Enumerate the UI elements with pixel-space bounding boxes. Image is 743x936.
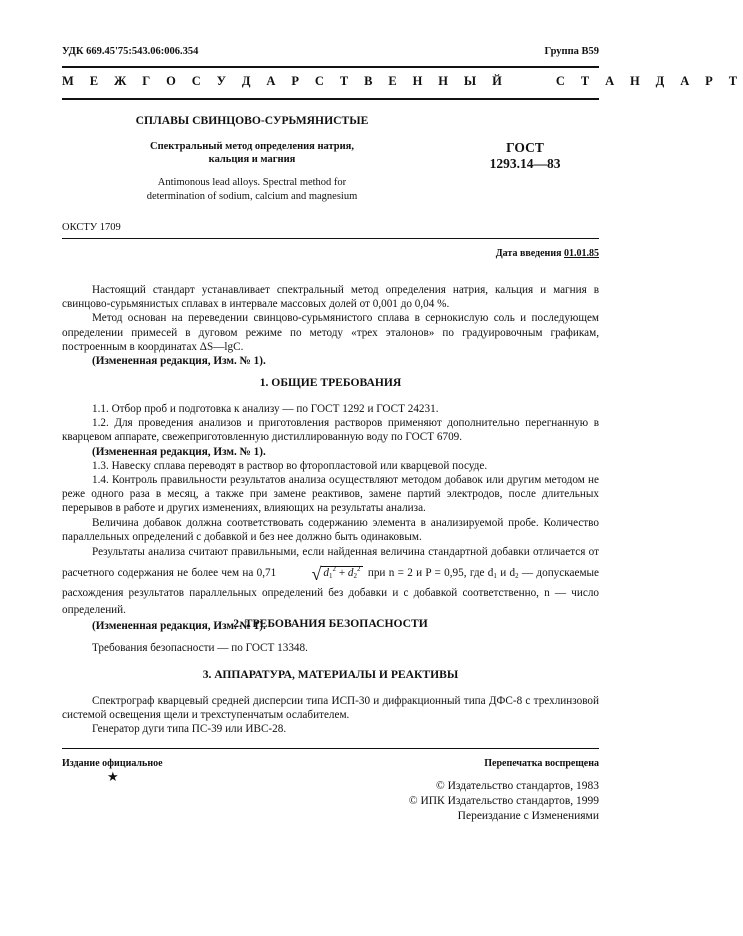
udk-code: УДК 669.45'75:543.06:006.354 bbox=[62, 46, 199, 57]
section-1-body bbox=[62, 402, 599, 633]
english-title bbox=[62, 176, 442, 203]
clause-1-2-amendment-note: (Измененная редакция, Изм. № 1). bbox=[92, 445, 266, 458]
clause-1-4-amendment-note: (Измененная редакция, Изм. № 1). bbox=[92, 620, 266, 633]
effective-date-label: Дата введения bbox=[495, 248, 562, 259]
gost-designation bbox=[470, 140, 580, 172]
reprint-prohibited: Перепечатка воспрещена bbox=[484, 758, 599, 769]
title-rule bbox=[62, 238, 599, 239]
subtitle-line-1: Спектральный метод определения натрия, bbox=[150, 141, 354, 152]
english-title-line-2: determination of sodium, calcium and magnesium bbox=[146, 190, 358, 202]
clause-1-1: 1.1. Отбор проб и подготовка к анализу — по ГОСТ 1292 и ГОСТ 24231. bbox=[92, 403, 439, 415]
clause-1-4-additions: Величина добавок должна соответствовать содержанию элемента в анализируемой пробе. Количество параллельных определений с добавкой и без нее должно быть одинаковым. bbox=[62, 516, 599, 543]
english-title-line-1: Antimonous lead alloys. Spectral method for bbox=[157, 177, 347, 188]
official-edition: Издание официальное bbox=[62, 758, 163, 769]
group-code: Группа В59 bbox=[544, 46, 599, 57]
arc-generator-paragraph: Генератор дуги типа ПС-39 или ИВС-28. bbox=[92, 723, 287, 736]
gost-number: 1293.14—83 bbox=[489, 156, 561, 171]
clause-1-2: 1.2. Для проведения анализов и приготовления растворов применяют дополнительно перегнанную в кварцевом аппарате, свежеприготовленную дистиллированную воду по ГОСТ 6709. bbox=[62, 417, 599, 444]
clause-1-4-criterion: Результаты анализа считают правильными, если найденная величина стандартной добавки отличается от расчетного содержания не более чем на 0,71 √ $d_1^2 + d_2^2$ при n = 2 и P = 0,95, где $d_1$ и $d_2$ — допускаемые расхождения результатов параллельных определений без добавки и с добавкой соответственно, n — число определений. bbox=[62, 546, 599, 617]
intro-paragraph-2: Метод основан на переведении свинцово-сурьмянистого сплава в сернокислую соль и последующем определении примесей в дуговом режиме по методу «трех эталонов» по градуировочным графикам, построенным в координатах ΔS—lgC. bbox=[62, 312, 599, 353]
okstu-code: ОКСТУ 1709 bbox=[62, 222, 121, 233]
copyright-1983: © Издательство стандартов, 1983 bbox=[435, 780, 599, 792]
document-title: СПЛАВЫ СВИНЦОВО-СУРЬМЯНИСТЫЕ bbox=[135, 114, 369, 127]
top-rule bbox=[62, 66, 599, 68]
criterion-text-b: при n = 2 и P = 0,95, где d bbox=[367, 567, 494, 580]
criterion-text-a: Результаты анализа считают правильными, если найденная величина стандартной добавки отличается от расчетного содержания не более чем на 0,71 bbox=[62, 546, 599, 580]
clause-1-4: 1.4. Контроль правильности результатов анализа осуществляют методом добавок или другим методом не реже одного раза в месяц, а также при замене реактивов, замене партий электродов, после длительных перерывов в работе и других изменениях, влияющих на результаты анализа. bbox=[62, 474, 599, 515]
criterion-text-c: и d bbox=[500, 567, 516, 580]
safety-requirements: Требования безопасности — по ГОСТ 13348. bbox=[92, 642, 308, 654]
spectrograph-paragraph: Спектрограф кварцевый средней дисперсии типа ИСП-30 и дифракционный типа ДФС-8 с трехлинзовой системой освещения щели и трехступенчатым ослабителем. bbox=[62, 695, 599, 722]
copyright-block bbox=[409, 779, 599, 824]
criterion-text-d: — допускаемые расхождения результатов параллельных определений без добавки и с добавкой соответственно, n — число определений. bbox=[62, 567, 599, 617]
section-2-heading: 2. ТРЕБОВАНИЯ БЕЗОПАСНОСТИ bbox=[233, 617, 428, 630]
intro-paragraph-1: Настоящий стандарт устанавливает спектральный метод определения натрия, кальция и магния в свинцово-сурьмянистых сплавах в интервале массовых долей от 0,001 до 0,04 %. bbox=[62, 284, 599, 311]
effective-date bbox=[496, 248, 599, 259]
footer-rule bbox=[62, 748, 599, 749]
section-3-body bbox=[62, 694, 599, 737]
star-icon: ★ bbox=[107, 769, 119, 784]
clause-1-3: 1.3. Навеску сплава переводят в раствор во фторопластовой или кварцевой посуде. bbox=[92, 459, 488, 472]
banner-rule bbox=[62, 98, 599, 100]
section-1-heading: 1. ОБЩИЕ ТРЕБОВАНИЯ bbox=[259, 376, 402, 389]
interstate-standard-banner: М Е Ж Г О С У Д А Р С Т В Е Н Н Ы Й С Т А Н Д А Р Т bbox=[62, 74, 743, 88]
sqrt-formula: √ $d_1^2 + d_2^2$ bbox=[311, 564, 361, 585]
subtitle-line-2: кальция и магния bbox=[208, 154, 296, 165]
intro-amendment-note: (Измененная редакция, Изм. № 1). bbox=[92, 355, 266, 368]
intro-section bbox=[62, 283, 599, 368]
gost-label: ГОСТ bbox=[506, 140, 544, 155]
document-subtitle bbox=[62, 140, 442, 166]
reissue-note: Переиздание с Изменениями bbox=[457, 810, 599, 822]
section-3-heading: 3. АППАРАТУРА, МАТЕРИАЛЫ И РЕАКТИВЫ bbox=[202, 668, 459, 681]
effective-date-value: 01.01.85 bbox=[564, 248, 599, 259]
copyright-1999: © ИПК Издательство стандартов, 1999 bbox=[408, 795, 599, 807]
section-2-body bbox=[62, 641, 599, 655]
